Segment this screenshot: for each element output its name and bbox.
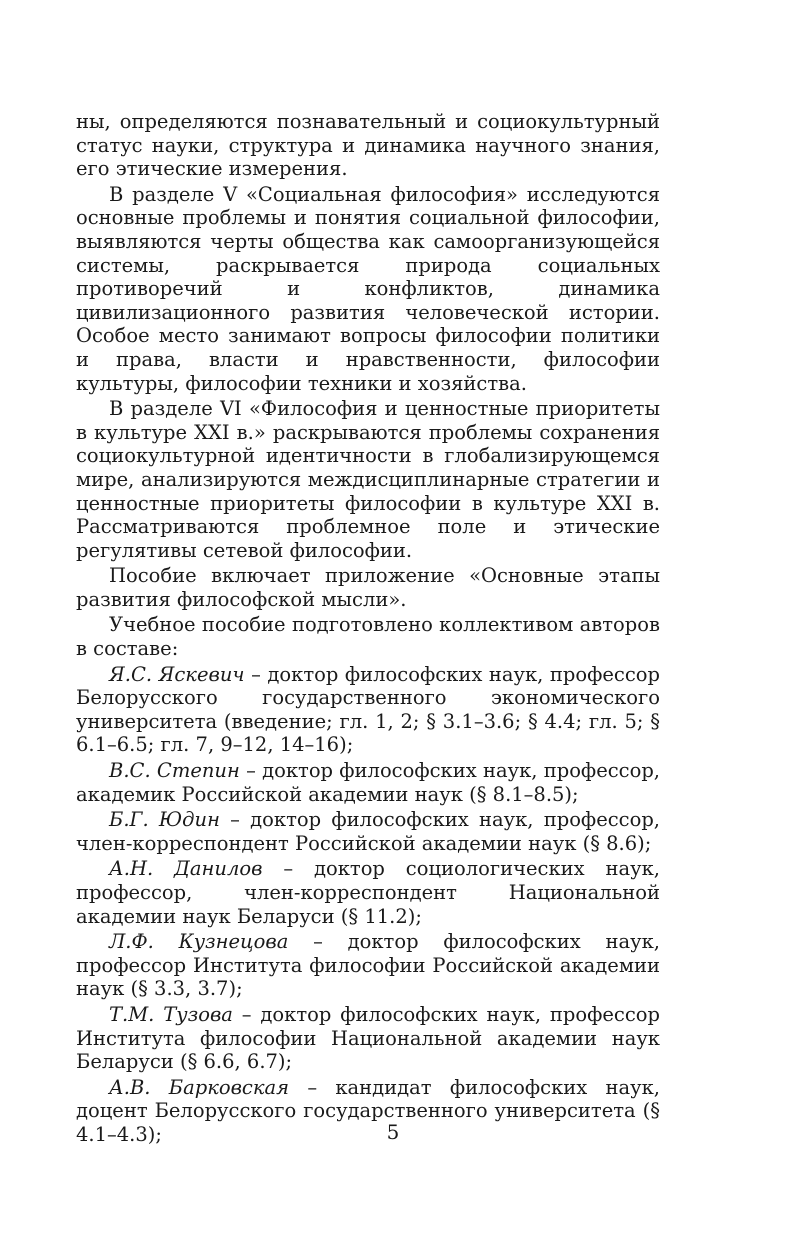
paragraph-section-v: В разделе V «Социальная философия» исследуются основные проблемы и понятия социальной философии, выявляются черты общества как самоорганизующейся системы, раскрывается природа социальных противоречий и конфликтов, динамика цивилизационного развития человеческой истории. Особое место занимают вопросы философии политики и права, власти и нравственности, философии культуры, философии техники и хозяйства. [76, 182, 660, 395]
author-description: – доктор философских наук, профессор, академик Российской академии наук (§ 8.1–8.5); [76, 759, 660, 806]
author-description: – доктор философских наук, профессор Белорусского государственного экономического университета (введение; гл. 1, 2; § 3.1–3.6; § 4.4; гл. 5; § 6.1–6.5; гл. 7, 9–12, 14–16); [76, 662, 660, 757]
page-body [76, 110, 660, 1147]
author-name: Б.Г. Юдин [109, 808, 220, 832]
author-name: В.С. Степин [109, 759, 240, 783]
paragraph-continuation: ны, определяются познавательный и социокультурный статус науки, структура и динамика научного знания, его этические измерения. [76, 110, 660, 181]
author-description: – доктор философских наук, профессор, член-корреспондент Российской академии наук (§ 8.6); [76, 808, 660, 855]
author-description: – доктор философских наук, профессор Института философии Национальной академии наук Беларуси (§ 6.6, 6.7); [76, 1002, 660, 1074]
author-entry [76, 930, 660, 1001]
author-description: – доктор социологических наук, профессор, член-корреспондент Национальной академии наук Беларуси (§ 11.2); [76, 857, 660, 928]
author-description: – кандидат философских наук, доцент Белорусского государственного университета (§ 4.1–4.3); [76, 1075, 660, 1146]
paragraph-authors-intro: Учебное пособие подготовлено коллективом авторов в составе: [76, 613, 660, 661]
author-entry [76, 808, 660, 855]
paragraph-appendix: Пособие включает приложение «Основные этапы развития философской мысли». [76, 564, 660, 611]
author-name: А.В. Барковская [109, 1075, 290, 1099]
author-name: Л.Ф. Кузнецова [109, 930, 289, 954]
author-entry [76, 663, 660, 757]
author-name: Т.М. Тузова [109, 1002, 233, 1026]
author-entry [76, 759, 660, 806]
author-entry [76, 1003, 660, 1074]
author-entry [76, 857, 660, 928]
page-number: 5 [386, 1120, 400, 1144]
author-name: А.Н. Данилов [109, 857, 263, 881]
paragraph-section-vi: В разделе VI «Философия и ценностные приоритеты в культуре XXI в.» раскрываются проблемы сохранения социокультурной идентичности в глобализирующемся мире, анализируются междисциплинарные стратегии и ценностные приоритеты философии в культуре XXI в. Рассматриваются проблемное поле и этические регулятивы сетевой философии. [76, 397, 660, 562]
author-name: Я.С. Яскевич [109, 662, 245, 686]
author-description: – доктор философских наук, профессор Института философии Российской академии наук (§ 3.3, 3.7); [76, 930, 660, 1001]
